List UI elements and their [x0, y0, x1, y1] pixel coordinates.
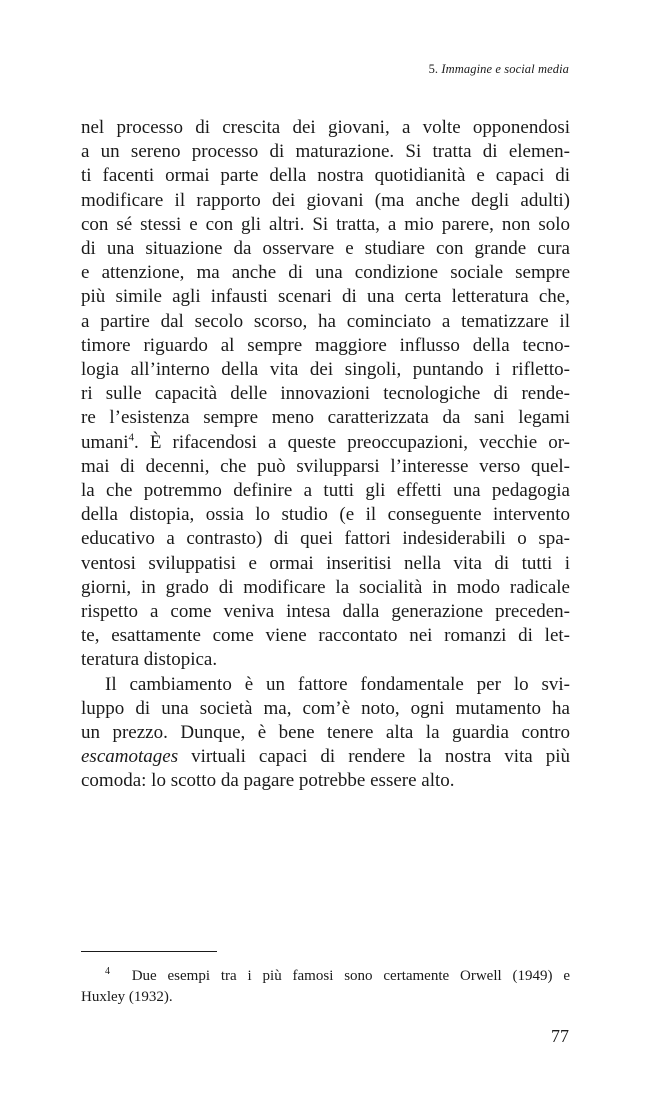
footnote-line: Huxley (1932).: [81, 989, 173, 1005]
text-line: ti facenti ormai parte della nostra quotidianità e capaci di: [81, 165, 570, 187]
text-line: timore riguardo al sempre maggiore influsso della tecno-: [81, 334, 570, 356]
text-line: luppo di una società ma, com’è noto, ogni mutamento ha: [81, 697, 570, 719]
text-line: nel processo di crescita dei giovani, a volte opponendosi: [81, 117, 570, 138]
text-line: educativo a contrasto) di quei fattori indesiderabili o spa-: [81, 528, 570, 550]
text-line: modificare il rapporto dei giovani (ma anche degli adulti): [81, 189, 570, 211]
text-line: ri sulle capacità delle innovazioni tecnologiche di rende-: [81, 383, 570, 405]
text-line-with-footnote-ref: [81, 431, 570, 455]
text-line: della distopia, ossia lo studio (e il conseguente intervento: [81, 504, 570, 526]
text-line: te, esattamente come viene raccontato nei romanzi di let-: [81, 625, 570, 647]
text-line: ventosi sviluppatisi e ormai inseritisi nella vita di tutti i: [81, 552, 570, 574]
text-line: un prezzo. Dunque, è bene tenere alta la guardia contro: [81, 722, 570, 744]
running-head: [429, 62, 569, 77]
text-line: a un sereno processo di maturazione. Si tratta di elemen-: [81, 141, 570, 163]
text-line: più simile agli infausti scenari di una certa letteratura che,: [81, 286, 570, 308]
chapter-number: 5.: [428, 62, 439, 76]
text-line: re l’esistenza sempre meno caratterizzata da sani legami: [81, 407, 570, 429]
text-line: logia all’interno della vita dei singoli, puntando i rifletto-: [81, 359, 570, 381]
footnote-reference[interactable]: 4: [128, 431, 134, 444]
footnote-number: 4: [105, 966, 110, 977]
text-line: giorni, in grado di modificare la socialità in modo radicale: [81, 576, 570, 598]
text-line: comoda: lo scotto da pagare potrebbe essere alto.: [81, 770, 455, 792]
footnote-line: [81, 966, 570, 987]
text-line: teratura distopica.: [81, 649, 218, 671]
text-line: Il cambiamento è un fattore fondamentale per lo svi-: [105, 673, 570, 695]
footnote: [81, 966, 570, 1008]
text-line-with-italic: [81, 745, 570, 769]
text-fragment: virtuali capaci di rendere la nostra vita più: [178, 746, 570, 768]
chapter-title: Immagine e social media: [441, 62, 569, 76]
text-fragment: umani: [81, 431, 129, 453]
text-line: rispetto a come veniva intesa dalla generazione preceden-: [81, 601, 570, 623]
text-line: di una situazione da osservare e studiare con grande cura: [81, 238, 570, 260]
text-line: la che potremmo definire a tutti gli effetti una pedagogia: [81, 480, 570, 502]
footnote-divider: [81, 951, 217, 952]
footnote-text: Due esempi tra i più famosi sono certamente Orwell (1949) e: [131, 968, 570, 984]
text-line: con sé stessi e con gli altri. Si tratta, a mio parere, non solo: [81, 213, 570, 235]
italic-term: escamotages: [81, 746, 179, 768]
text-line: e attenzione, ma anche di una condizione sociale sempre: [81, 262, 570, 284]
body-text: [81, 116, 570, 794]
text-fragment: . È rifacendosi a queste preoccupazioni, vecchie or-: [134, 431, 570, 453]
text-line: mai di decenni, che può svilupparsi l’interesse verso quel-: [81, 455, 570, 477]
text-line: a partire dal secolo scorso, ha cominciato a tematizzare il: [81, 310, 570, 332]
page-number: 77: [551, 1026, 569, 1046]
